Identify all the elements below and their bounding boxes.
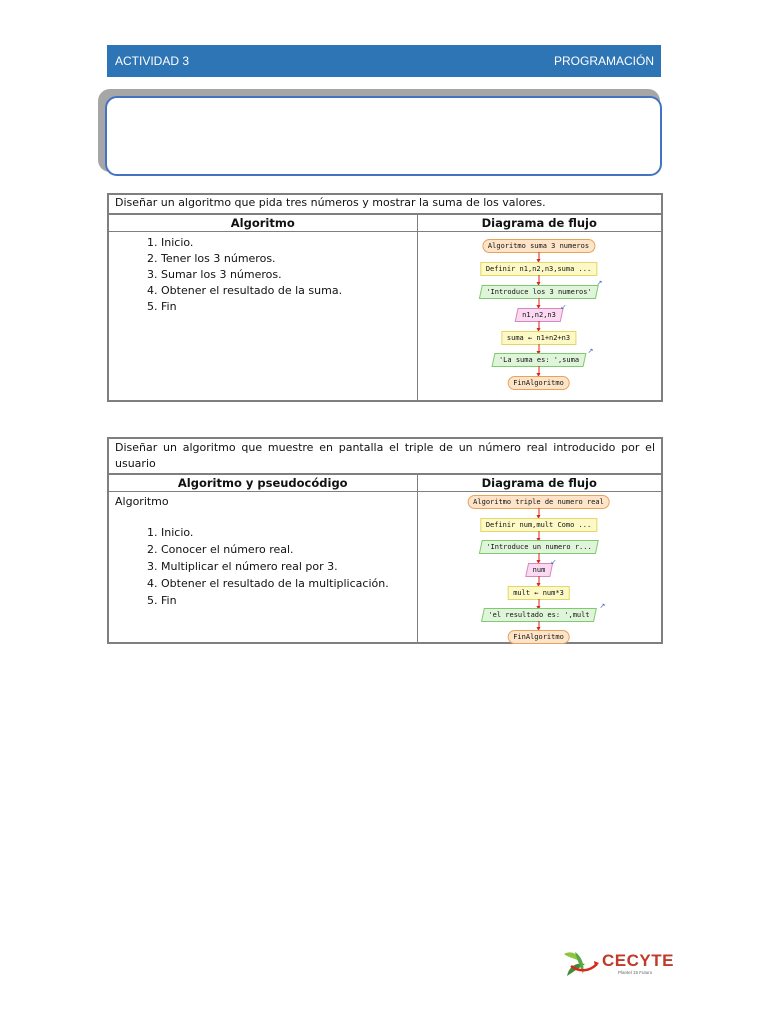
flow-end: FinAlgoritmo <box>507 630 570 644</box>
activity1-table <box>107 193 663 402</box>
cecyte-logo <box>561 946 674 982</box>
flow-arrow <box>538 531 539 540</box>
flow-arrow <box>538 621 539 629</box>
activity2-flowchart-cell <box>417 492 662 644</box>
activity1-statement: Diseñar un algoritmo que pida tres números y mostrar la suma de los valores. <box>108 194 662 214</box>
flow-assign: suma ← n1+n2+n3 <box>501 331 576 345</box>
activity1-steps-cell <box>108 232 417 402</box>
flow-assign: mult ← num*3 <box>507 586 570 600</box>
activity1-col2-header: Diagrama de flujo <box>417 214 662 232</box>
activity2-table <box>107 437 663 644</box>
flow-output-result: 'el resultado es: ',mult <box>480 608 596 622</box>
activity2-steps-cell <box>108 492 417 644</box>
flow-output-result: 'La suma es: ',suma <box>491 353 586 367</box>
flow-arrow <box>538 599 539 608</box>
page-header <box>107 45 661 77</box>
flow-arrow <box>538 321 539 330</box>
activity1-flowchart <box>424 233 656 393</box>
flow-arrow <box>538 576 539 585</box>
step: 3. Sumar los 3 números. <box>161 267 411 283</box>
flow-output-prompt: 'Introduce los 3 numeros' <box>478 285 598 299</box>
activity2-subtitle: Algoritmo <box>115 495 169 508</box>
flow-arrow <box>538 366 539 375</box>
flow-arrow <box>538 508 539 517</box>
step: 4. Obtener el resultado de la suma. <box>161 283 411 299</box>
step: 2. Tener los 3 números. <box>161 251 411 267</box>
flow-output-prompt: 'Introduce un numero r... <box>478 540 598 554</box>
output-marker-icon: ↗ <box>596 279 603 287</box>
title-box <box>105 96 662 176</box>
flow-arrow <box>538 275 539 284</box>
flow-end: FinAlgoritmo <box>507 376 570 390</box>
activity1-col1-header: Algoritmo <box>108 214 417 232</box>
step: 1. Inicio. <box>161 524 411 541</box>
step: 4. Obtener el resultado de la multiplicación. <box>161 575 411 592</box>
flow-arrow <box>538 344 539 353</box>
step: 2. Conocer el número real. <box>161 541 411 558</box>
step: 1. Inicio. <box>161 235 411 251</box>
activity1-flowchart-cell <box>417 232 662 402</box>
activity2-col2-header: Diagrama de flujo <box>417 474 662 492</box>
flow-arrow <box>538 252 539 261</box>
flow-arrow <box>538 298 539 307</box>
step: 3. Multiplicar el número real por 3. <box>161 558 411 575</box>
activity2-flowchart <box>424 493 656 641</box>
activity1-steps <box>115 235 411 315</box>
flow-define: Definir n1,n2,n3,suma ... <box>480 262 597 276</box>
subject-label: PROGRAMACIÓN <box>553 54 654 68</box>
flow-start: Algoritmo triple de numero real <box>467 495 610 509</box>
flow-arrow <box>538 553 539 562</box>
step: 5. Fin <box>161 592 411 609</box>
step: 5. Fin <box>161 299 411 315</box>
output-marker-icon: ↗ <box>599 602 606 610</box>
flow-input: n1,n2,n3 <box>514 308 563 322</box>
logo-tagline: Plantel 15 Futuro <box>618 970 653 975</box>
flow-define: Definir num,mult Como ... <box>480 518 597 532</box>
activity2-statement: Diseñar un algoritmo que muestre en pantalla el triple de un número real introducido por el usuario <box>108 438 662 474</box>
output-marker-icon: ↗ <box>587 347 594 355</box>
activity-label: ACTIVIDAD 3 <box>115 54 190 68</box>
input-marker-icon: ↙ <box>550 558 557 566</box>
flow-input: num <box>525 563 553 577</box>
flow-start: Algoritmo suma 3 numeros <box>482 239 595 253</box>
input-marker-icon: ↙ <box>560 303 567 311</box>
logo-text: CECYTE <box>602 951 674 970</box>
activity2-col1-header: Algoritmo y pseudocódigo <box>108 474 417 492</box>
activity2-steps <box>115 524 411 609</box>
